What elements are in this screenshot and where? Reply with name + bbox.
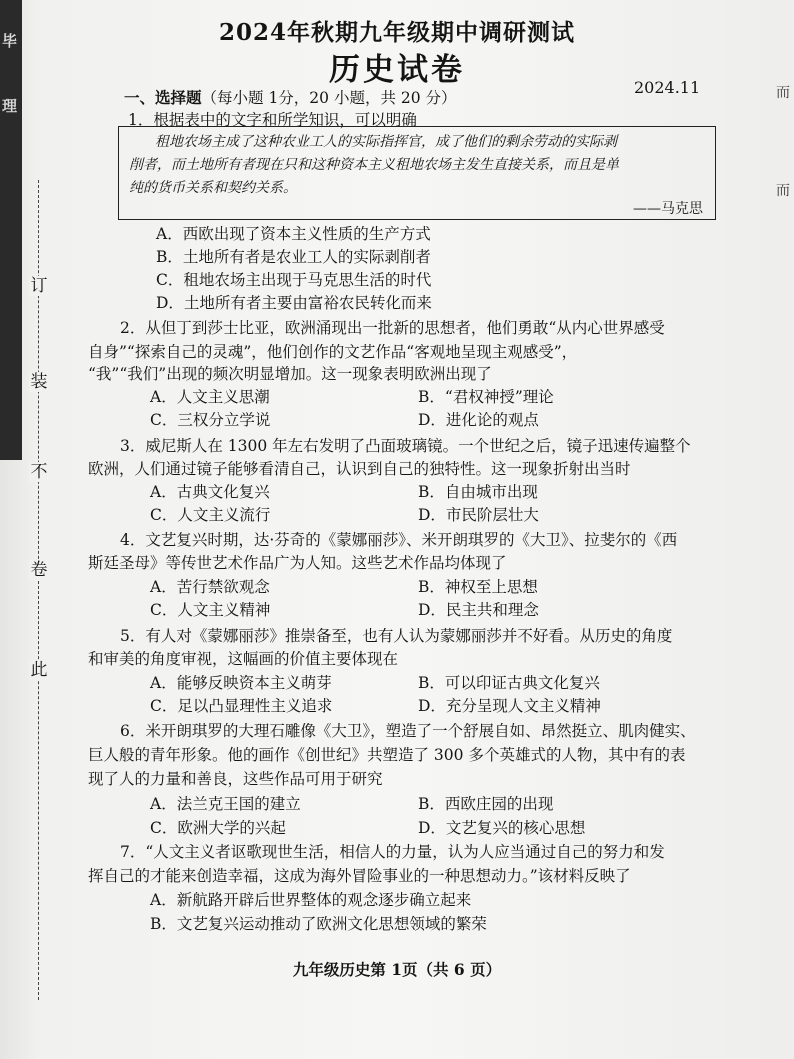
quote-source: ——马克思: [633, 201, 703, 217]
binding-char: 订: [30, 276, 48, 296]
binding-char: 不: [30, 462, 48, 482]
q4-stem-line: 斯廷圣母》等传世艺术作品广为人知。这些艺术作品均体现了: [88, 554, 507, 572]
q1-option-c: C．租地农场主出现于马克思生活的时代: [156, 271, 432, 289]
q2-option-b: B．“君权神授”理论: [418, 388, 554, 406]
exam-subtitle: 历史试卷: [329, 52, 465, 88]
q1-option-b: B．土地所有者是农业工人的实际剥削者: [156, 248, 431, 266]
edge-char: 毕: [2, 32, 18, 50]
q5-stem-line: 5．有人对《蒙娜丽莎》推崇备至，也有人认为蒙娜丽莎并不好看。从历史的角度: [120, 627, 673, 645]
q6-option-d: D．文艺复兴的核心思想: [418, 819, 586, 837]
q5-option-c: C．足以凸显理性主义追求: [150, 697, 333, 715]
q3-option-d: D．市民阶层壮大: [418, 506, 539, 524]
quote-line: 租地农场主成了这种农业工人的实际指挥官，成了他们的剩余劳动的实际剥: [155, 134, 617, 150]
q4-option-a: A．苦行禁欲观念: [150, 578, 270, 596]
edge-char: 理: [2, 97, 18, 115]
q3-option-a: A．古典文化复兴: [150, 483, 270, 501]
quote-line: 纯的货币关系和契约关系。: [129, 180, 297, 196]
right-edge-char: 而: [776, 85, 790, 101]
right-edge-char: 而: [776, 183, 790, 199]
section-heading: [124, 86, 457, 108]
binding-char: 此: [30, 660, 48, 680]
section-title: 一、选择题: [124, 88, 202, 107]
q1-quote-box: [118, 126, 716, 220]
binding-char: 卷: [30, 560, 48, 580]
quote-line: 削者，而土地所有者现在只和这种资本主义租地农场主发生直接关系，而且是单: [129, 157, 619, 173]
q6-stem-line: 现了人的力量和善良，这些作品可用于研究: [88, 770, 383, 788]
q5-stem-line: 和审美的角度审视，这幅画的价值主要体现在: [88, 650, 399, 668]
q4-stem-line: 4．文艺复兴时期，达·芬奇的《蒙娜丽莎》、米开朗琪罗的《大卫》、拉斐尔的《西: [120, 531, 678, 549]
q3-option-b: B．自由城市出现: [418, 483, 538, 501]
q4-option-b: B．神权至上思想: [418, 578, 538, 596]
q6-option-b: B．西欧庄园的出现: [418, 795, 554, 813]
q7-option-b: B．文艺复兴运动推动了欧洲文化思想领域的繁荣: [150, 915, 487, 933]
q2-stem-line: “我”“我们”出现的频次明显增加。这一现象表明欧洲出现了: [88, 365, 492, 383]
q6-stem-line: 6．米开朗琪罗的大理石雕像《大卫》，塑造了一个舒展自如、昂然挺立、肌肉健实、: [120, 722, 696, 740]
q4-option-c: C．人文主义精神: [150, 601, 271, 619]
page-footer: 九年级历史第 1页（共 6 页）: [292, 960, 502, 979]
q5-option-a: A．能够反映资本主义萌芽: [150, 674, 332, 692]
q2-option-d: D．进化论的观点: [418, 411, 539, 429]
q6-stem-line: 巨人般的青年形象。他的画作《创世纪》共塑造了 300 多个英雄式的人物，其中有的表: [88, 746, 686, 764]
binding-line: [38, 180, 39, 1000]
q1-stem: 1．根据表中的文字和所学知识，可以明确: [128, 111, 417, 129]
q6-option-c: C．欧洲大学的兴起: [150, 819, 286, 837]
exam-title: 2024年秋期九年级期中调研测试: [218, 19, 575, 46]
q7-stem-line: 挥自己的才能来创造幸福，这成为海外冒险事业的一种思想动力。”该材料反映了: [88, 867, 631, 885]
q1-option-d: D．土地所有者主要由富裕农民转化而来: [156, 294, 432, 312]
q2-stem-line: 自身”“探索自己的灵魂”，他们创作的文艺作品“客观地呈现主观感受”，: [88, 343, 578, 361]
q2-option-a: A．人文主义思潮: [150, 388, 270, 406]
q3-stem-line: 3．威尼斯人在 1300 年左右发明了凸面玻璃镜。一个世纪之后，镜子迅速传遍整个: [120, 437, 691, 455]
exam-date: 2024.11: [634, 78, 701, 97]
q5-option-b: B．可以印证古典文化复兴: [418, 674, 600, 692]
q2-stem-line: 2．从但丁到莎士比亚，欧洲涌现出一批新的思想者，他们勇敢“从内心世界感受: [120, 319, 665, 337]
q3-option-c: C．人文主义流行: [150, 506, 271, 524]
section-note: （每小题 1分，20 小题，共 20 分）: [201, 89, 457, 107]
q3-stem-line: 欧洲，人们通过镜子能够看清自己，认识到自己的独特性。这一现象折射出当时: [88, 460, 631, 478]
q2-option-c: C．三权分立学说: [150, 411, 271, 429]
q6-option-a: A．法兰克王国的建立: [150, 795, 301, 813]
q5-option-d: D．充分呈现人文主义精神: [418, 697, 601, 715]
q4-option-d: D．民主共和理念: [418, 601, 539, 619]
binding-char: 装: [30, 372, 48, 392]
q1-option-a: A．西欧出现了资本主义性质的生产方式: [156, 225, 431, 243]
q7-option-a: A．新航路开辟后世界整体的观念逐步确立起来: [150, 891, 472, 909]
q7-stem-line: 7．“人文主义者讴歌现世生活，相信人的力量，认为人应当通过自己的努力和发: [120, 843, 665, 861]
